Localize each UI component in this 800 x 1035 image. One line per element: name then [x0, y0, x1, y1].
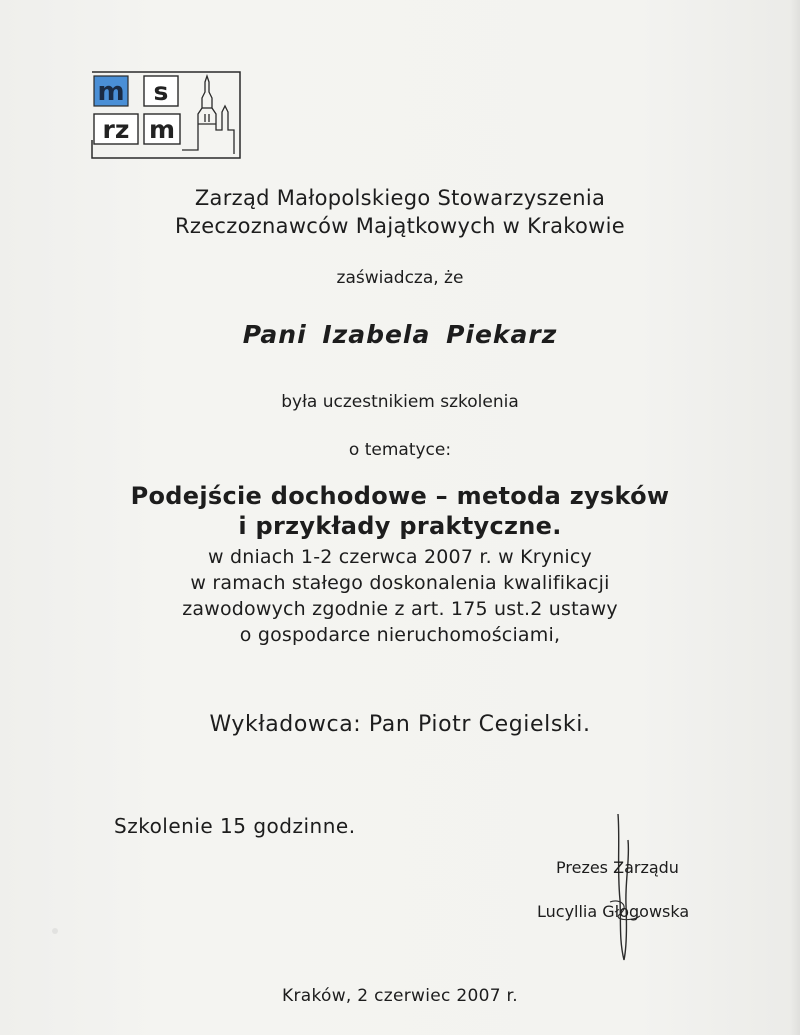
logo-letters-rz: rz [102, 115, 130, 144]
training-details-line-1: w dniach 1-2 czerwca 2007 r. w Krynicy [207, 546, 593, 568]
issuer-name-line-1: Zarząd Małopolskiego Stowarzyszenia [194, 186, 606, 210]
training-hours: Szkolenie 15 godzinne. [114, 814, 356, 838]
training-topic-line-1: Podejście dochodowe – metoda zysków [130, 482, 670, 510]
recipient-name: Pani Izabela Piekarz [242, 320, 558, 349]
training-topic-line-2: i przykłady praktyczne. [238, 512, 562, 540]
logo-letter-m: m [97, 77, 125, 107]
paper-speck [52, 928, 58, 934]
lecturer: Wykładowca: Pan Piotr Cegielski. [209, 712, 591, 737]
logo-letter-m-2: m [148, 115, 176, 144]
training-details-line-4: o gospodarce nieruchomościami, [239, 624, 561, 646]
signatory-title: Prezes Zarządu [556, 858, 679, 877]
training-details-line-3: zawodowych zgodnie z art. 175 ust.2 ustawy [182, 598, 618, 620]
certifies-text: zaświadcza, że [336, 268, 464, 288]
participation-text: była uczestnikiem szkolenia [281, 392, 519, 412]
place-and-date: Kraków, 2 czerwiec 2007 r. [282, 986, 518, 1006]
training-details-line-2: w ramach stałego doskonalenia kwalifikacji [190, 572, 610, 594]
issuer-name-line-2: Rzeczoznawców Majątkowych w Krakowie [174, 214, 625, 238]
msrzm-logo [86, 68, 244, 160]
church-tower-icon [182, 76, 234, 154]
handwritten-signature [590, 810, 660, 965]
topic-intro: o tematyce: [348, 440, 452, 460]
logo-letter-s: s [153, 77, 169, 106]
signatory-name: Lucyllia Głogowska [537, 902, 690, 921]
